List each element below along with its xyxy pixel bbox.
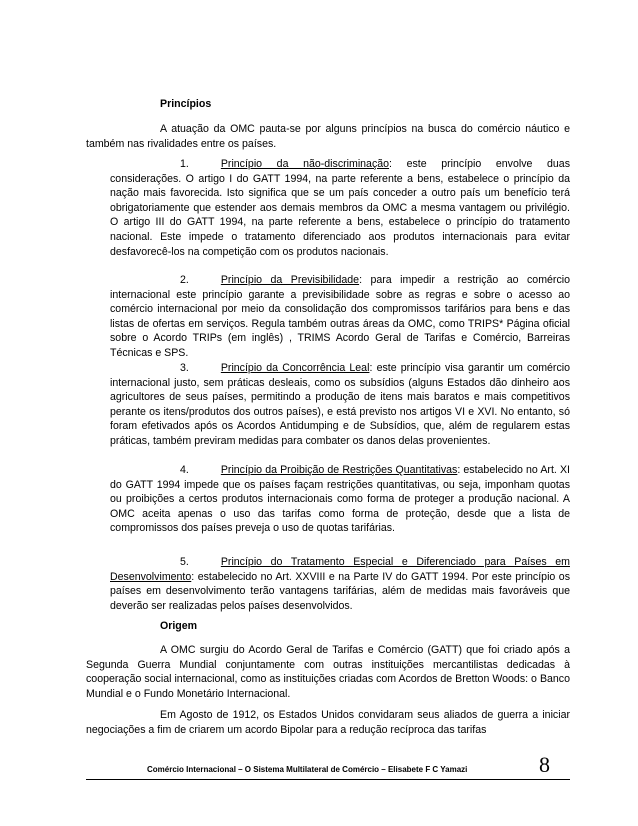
origem-heading: Origem	[160, 620, 198, 632]
origem-paragraph-1: A OMC surgiu do Acordo Geral de Tarifas e Comércio (GATT) que foi criado após a Segunda Guerra Mundial conjuntamente com outras instituições mercantilistas dedicadas à cooperação social internacional, como as instituições criadas com Acordos de Bretton Woods: o Banco Mundial e o Fundo Monetário Internacional.	[86, 644, 570, 700]
item-body: : este princípio visa garantir um comércio internacional justo, sem práticas desleais, como os subsídios (alguns Estados dão dinheiro aos agricultores de seus países, permitindo a produção de itens mais baratos e mais competitivos perante os itens/produtos dos outros países), e está previsto nos artigos VI e XVI. No entanto, só foram efetivados após os Acordos Antidumping e de Subsídios, que, além de regularem estas práticas, também previram medidas para combater os danos delas provenientes.	[110, 362, 570, 447]
page-number: 8	[539, 752, 550, 777]
list-number: 2.	[180, 274, 189, 286]
list-number: 5.	[180, 556, 189, 568]
item-title: Princípio do Tratamento Especial e Diferenciado para Países em Desenvolvimento	[110, 556, 570, 583]
origem-paragraph-2: Em Agosto de 1912, os Estados Unidos convidaram seus aliados de guerra a iniciar negociações a fim de criarem um acordo Bipolar para a redução recíproca das tarifas	[86, 709, 570, 736]
list-item-1	[110, 157, 570, 259]
footer-text: Comércio Internacional – O Sistema Multilateral de Comércio – Elisabete F C Yamazi	[147, 765, 468, 774]
footer-divider	[86, 779, 570, 780]
list-item-5	[110, 555, 570, 613]
item-title: Princípio da Concorrência Leal	[220, 362, 370, 374]
list-number: 4.	[180, 464, 189, 476]
list-number: 3.	[180, 362, 189, 374]
item-body: : estabelecido no Art. XI do GATT 1994 impede que os países façam restrições quantitativas, ou seja, imponham quotas ou proibições a certos produtos internacionais como forma de proteger a produção nacional. A OMC aceita apenas o uso das tarifas como forma de proteção, desde que a lista de compromissos dos países preveja o uso de quotas tarifárias.	[110, 464, 570, 535]
list-item-4	[110, 463, 570, 536]
list-number: 1.	[180, 158, 189, 170]
item-title: Princípio da Previsibilidade	[220, 274, 360, 286]
intro-paragraph: A atuação da OMC pauta-se por alguns princípios na busca do comércio náutico e também nas rivalidades entre os países.	[86, 123, 570, 150]
item-title: Princípio da não-discriminação	[220, 158, 390, 170]
list-item-2	[110, 273, 570, 361]
item-title: Princípio da Proibição de Restrições Quantitativas	[220, 464, 458, 476]
item-body: : este princípio envolve duas considerações. O artigo I do GATT 1994, na parte referente a bens, estabelece o princípio da nação mais favorecida. Isto significa que se um país conceder a outro país um benefício terá obrigatoriamente que estender aos demais membros da OMC a mesma vantagem ou privilégio. O artigo III do GATT 1994, na parte referente a bens, estabelece o princípio do tratamento nacional. Este impede o tratamento diferenciado aos produtos internacionais para evitar desfavorecê-los na competição com os produtos nacionais.	[110, 158, 570, 258]
principios-heading: Princípios	[160, 98, 212, 110]
item-body: : para impedir a restrição ao comércio internacional este princípio garante a previsibilidade sobre as regras e sobre o acesso ao comércio internacional por meio da consolidação dos compromissos tarifários para bens e das listas de ofertas em serviços. Regula também outras áreas da OMC, como TRIPS* Página oficial sobre o Acordo TRIPs (em inglês) , TRIMS Acordo Geral de Tarifas e Comércio, Barreiras Técnicas e SPS.	[110, 274, 570, 359]
item-body: : estabelecido no Art. XXVIII e na Parte IV do GATT 1994. Por este princípio os países em desenvolvimento terão vantagens tarifárias, além de medidas mais favoráveis que deverão ser realizadas pelos países desenvolvidos.	[110, 570, 570, 612]
list-item-3	[110, 361, 570, 449]
